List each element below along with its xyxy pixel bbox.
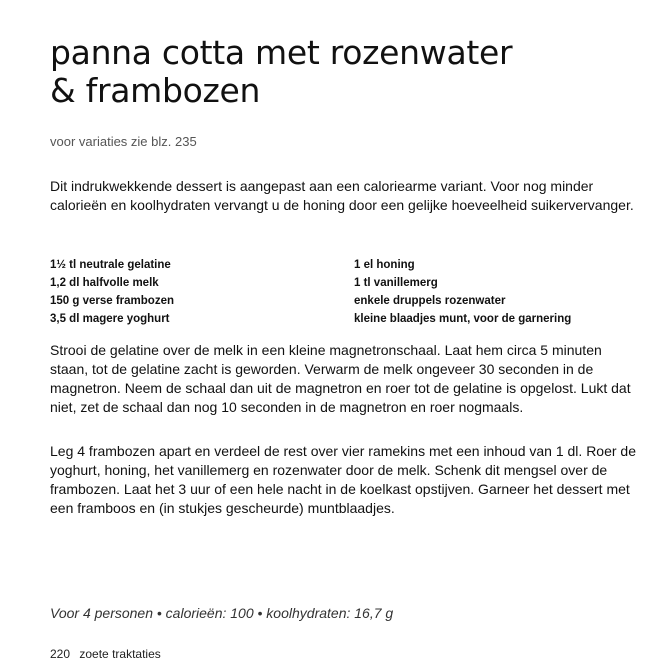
section-name: zoete traktaties [79, 647, 161, 661]
ingredients-column-right [354, 256, 640, 328]
recipe-title [50, 34, 650, 110]
page-number: 220 [50, 647, 71, 661]
ingredients-list [50, 256, 640, 328]
recipe-title-line-2: & frambozen [50, 71, 261, 110]
ingredients-column-left [50, 256, 354, 328]
recipe-intro: Dit indrukwekkende dessert is aangepast aan een caloriearme variant. Voor nog minder calorieën en koolhydraten vervangt u de honing door een gelijke hoeveelheid suikervervanger. [50, 178, 634, 213]
ingredient-item: 1 tl vanillemerg [354, 277, 438, 289]
page-footer [50, 647, 161, 661]
ingredient-item: 150 g verse frambozen [50, 295, 175, 307]
variations-note: voor variaties zie blz. 235 [50, 134, 197, 149]
ingredient-item: 3,5 dl magere yoghurt [50, 313, 170, 325]
recipe-title-line-1: panna cotta met rozenwater [50, 33, 513, 72]
ingredient-item: kleine blaadjes munt, voor de garnering [354, 313, 572, 325]
ingredient-item: enkele druppels rozenwater [354, 295, 506, 307]
ingredient-item: 1,2 dl halfvolle melk [50, 277, 159, 289]
recipe-summary: Voor 4 personen • calorieën: 100 • koolhydraten: 16,7 g [50, 605, 394, 621]
ingredient-item: 1½ tl neutrale gelatine [50, 259, 171, 271]
instruction-step-2: Leg 4 frambozen apart en verdeel de rest over vier ramekins met een inhoud van 1 dl. Roer de yoghurt, honing, het vanillemerg en rozenwater door de melk. Schenk dit mengsel over de frambozen. Laat het 3 uur of een hele nacht in de koelkast opstijven. Garneer het dessert met een framboos en (in stukjes gescheurde) muntblaadjes. [50, 443, 636, 516]
instruction-step-1: Strooi de gelatine over de melk in een kleine magnetronschaal. Laat hem circa 5 minuten staan, tot de gelatine zacht is geworden. Verwarm de melk ongeveer 30 seconden in de magnetron. Neem de schaal dan uit de magnetron en roer tot de gelatine is opgelost. Lukt dat niet, zet de schaal dan nog 10 seconden in de magnetron en roer nogmaals. [50, 342, 631, 415]
ingredient-item: 1 el honing [354, 259, 415, 271]
